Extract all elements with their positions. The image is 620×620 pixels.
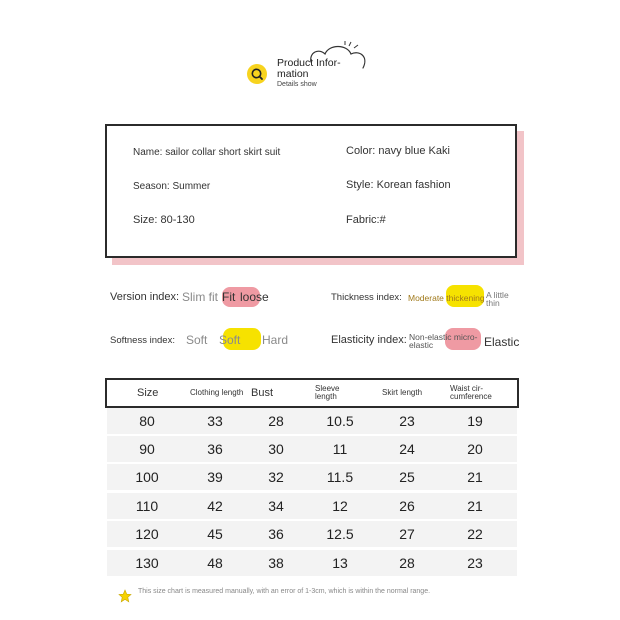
softness-option-soft: Soft bbox=[186, 333, 208, 347]
table-cell: 48 bbox=[207, 555, 223, 571]
table-cell: 26 bbox=[399, 498, 415, 514]
table-header-size: Size bbox=[137, 387, 159, 399]
table-cell: 100 bbox=[135, 469, 159, 485]
table-cell: 24 bbox=[399, 441, 415, 457]
version-option-loose: loose bbox=[240, 290, 269, 304]
page-subtitle: Details show bbox=[277, 81, 317, 88]
table-header-bust: Bust bbox=[251, 387, 274, 399]
thickness-option-thin: A little thin bbox=[486, 290, 509, 308]
table-header-sleeve-length: Sleeve length bbox=[315, 384, 340, 401]
softness-option-soft-2: Soft bbox=[219, 333, 241, 347]
table-cell: 25 bbox=[399, 469, 415, 485]
table-cell: 28 bbox=[399, 555, 415, 571]
table-cell: 21 bbox=[467, 469, 483, 485]
logo-badge bbox=[247, 64, 267, 84]
table-row bbox=[107, 521, 517, 547]
version-index-label: Version index: bbox=[110, 291, 180, 303]
elasticity-option-elastic: Elastic bbox=[484, 335, 520, 349]
table-cell: 20 bbox=[467, 441, 483, 457]
table-cell: 11.5 bbox=[326, 469, 354, 485]
table-row bbox=[107, 550, 517, 576]
table-cell: 27 bbox=[399, 526, 415, 542]
size-note: This size chart is measured manually, with an error of 1-3cm, which is within the normal range. bbox=[138, 588, 431, 595]
table-cell: 80 bbox=[139, 413, 155, 429]
info-style: Style: Korean fashion bbox=[346, 179, 451, 191]
table-cell: 10.5 bbox=[326, 413, 354, 429]
table-cell: 90 bbox=[139, 441, 155, 457]
cloud-doodle-icon bbox=[305, 40, 375, 80]
table-cell: 120 bbox=[135, 526, 159, 542]
table-cell: 21 bbox=[467, 498, 483, 514]
table-cell: 11 bbox=[332, 441, 348, 457]
table-row bbox=[107, 408, 517, 434]
search-icon bbox=[247, 64, 267, 84]
table-cell: 23 bbox=[467, 555, 483, 571]
table-cell: 34 bbox=[268, 498, 284, 514]
table-cell: 38 bbox=[268, 555, 284, 571]
version-option-fit: Fit bbox=[222, 290, 236, 304]
table-cell: 130 bbox=[135, 555, 159, 571]
table-cell: 12 bbox=[332, 498, 348, 514]
table-header-clothing-length: Clothing length bbox=[190, 388, 244, 397]
table-cell: 12.5 bbox=[326, 526, 354, 542]
info-name: Name: sailor collar short skirt suit bbox=[133, 147, 281, 158]
info-size: Size: 80-130 bbox=[133, 214, 195, 226]
table-row bbox=[107, 493, 517, 519]
table-cell: 32 bbox=[268, 469, 284, 485]
table-cell: 22 bbox=[467, 526, 483, 542]
table-cell: 110 bbox=[135, 498, 159, 514]
table-cell: 28 bbox=[268, 413, 284, 429]
table-cell: 19 bbox=[467, 413, 483, 429]
table-cell: 42 bbox=[207, 498, 223, 514]
table-row bbox=[107, 464, 517, 490]
page-title: Product Infor- mation bbox=[277, 57, 341, 80]
star-icon bbox=[118, 589, 132, 603]
info-fabric: Fabric:# bbox=[346, 214, 386, 226]
table-cell: 39 bbox=[207, 469, 223, 485]
elasticity-option-non-elastic: Non-elastic micro-elastic bbox=[409, 332, 478, 350]
softness-index-label: Softness index: bbox=[110, 335, 175, 346]
table-cell: 23 bbox=[399, 413, 415, 429]
elasticity-index-label: Elasticity index: bbox=[331, 334, 407, 346]
table-cell: 13 bbox=[332, 555, 348, 571]
table-cell: 30 bbox=[268, 441, 284, 457]
info-color: Color: navy blue Kaki bbox=[346, 145, 450, 157]
table-cell: 36 bbox=[268, 526, 284, 542]
table-header-waist-circumference: Waist cir- cumference bbox=[450, 384, 492, 401]
table-header-skirt-length: Skirt length bbox=[382, 388, 423, 397]
size-table-header bbox=[105, 378, 519, 408]
thickness-option-moderate: Moderate thickening bbox=[408, 293, 485, 303]
softness-option-hard: Hard bbox=[262, 333, 289, 347]
table-row bbox=[107, 436, 517, 462]
info-season: Season: Summer bbox=[133, 181, 211, 192]
thickness-index-label: Thickness index: bbox=[331, 292, 402, 303]
table-cell: 36 bbox=[207, 441, 223, 457]
table-cell: 45 bbox=[207, 526, 223, 542]
version-option-slim-fit: Slim fit bbox=[182, 290, 218, 304]
table-cell: 33 bbox=[207, 413, 223, 429]
